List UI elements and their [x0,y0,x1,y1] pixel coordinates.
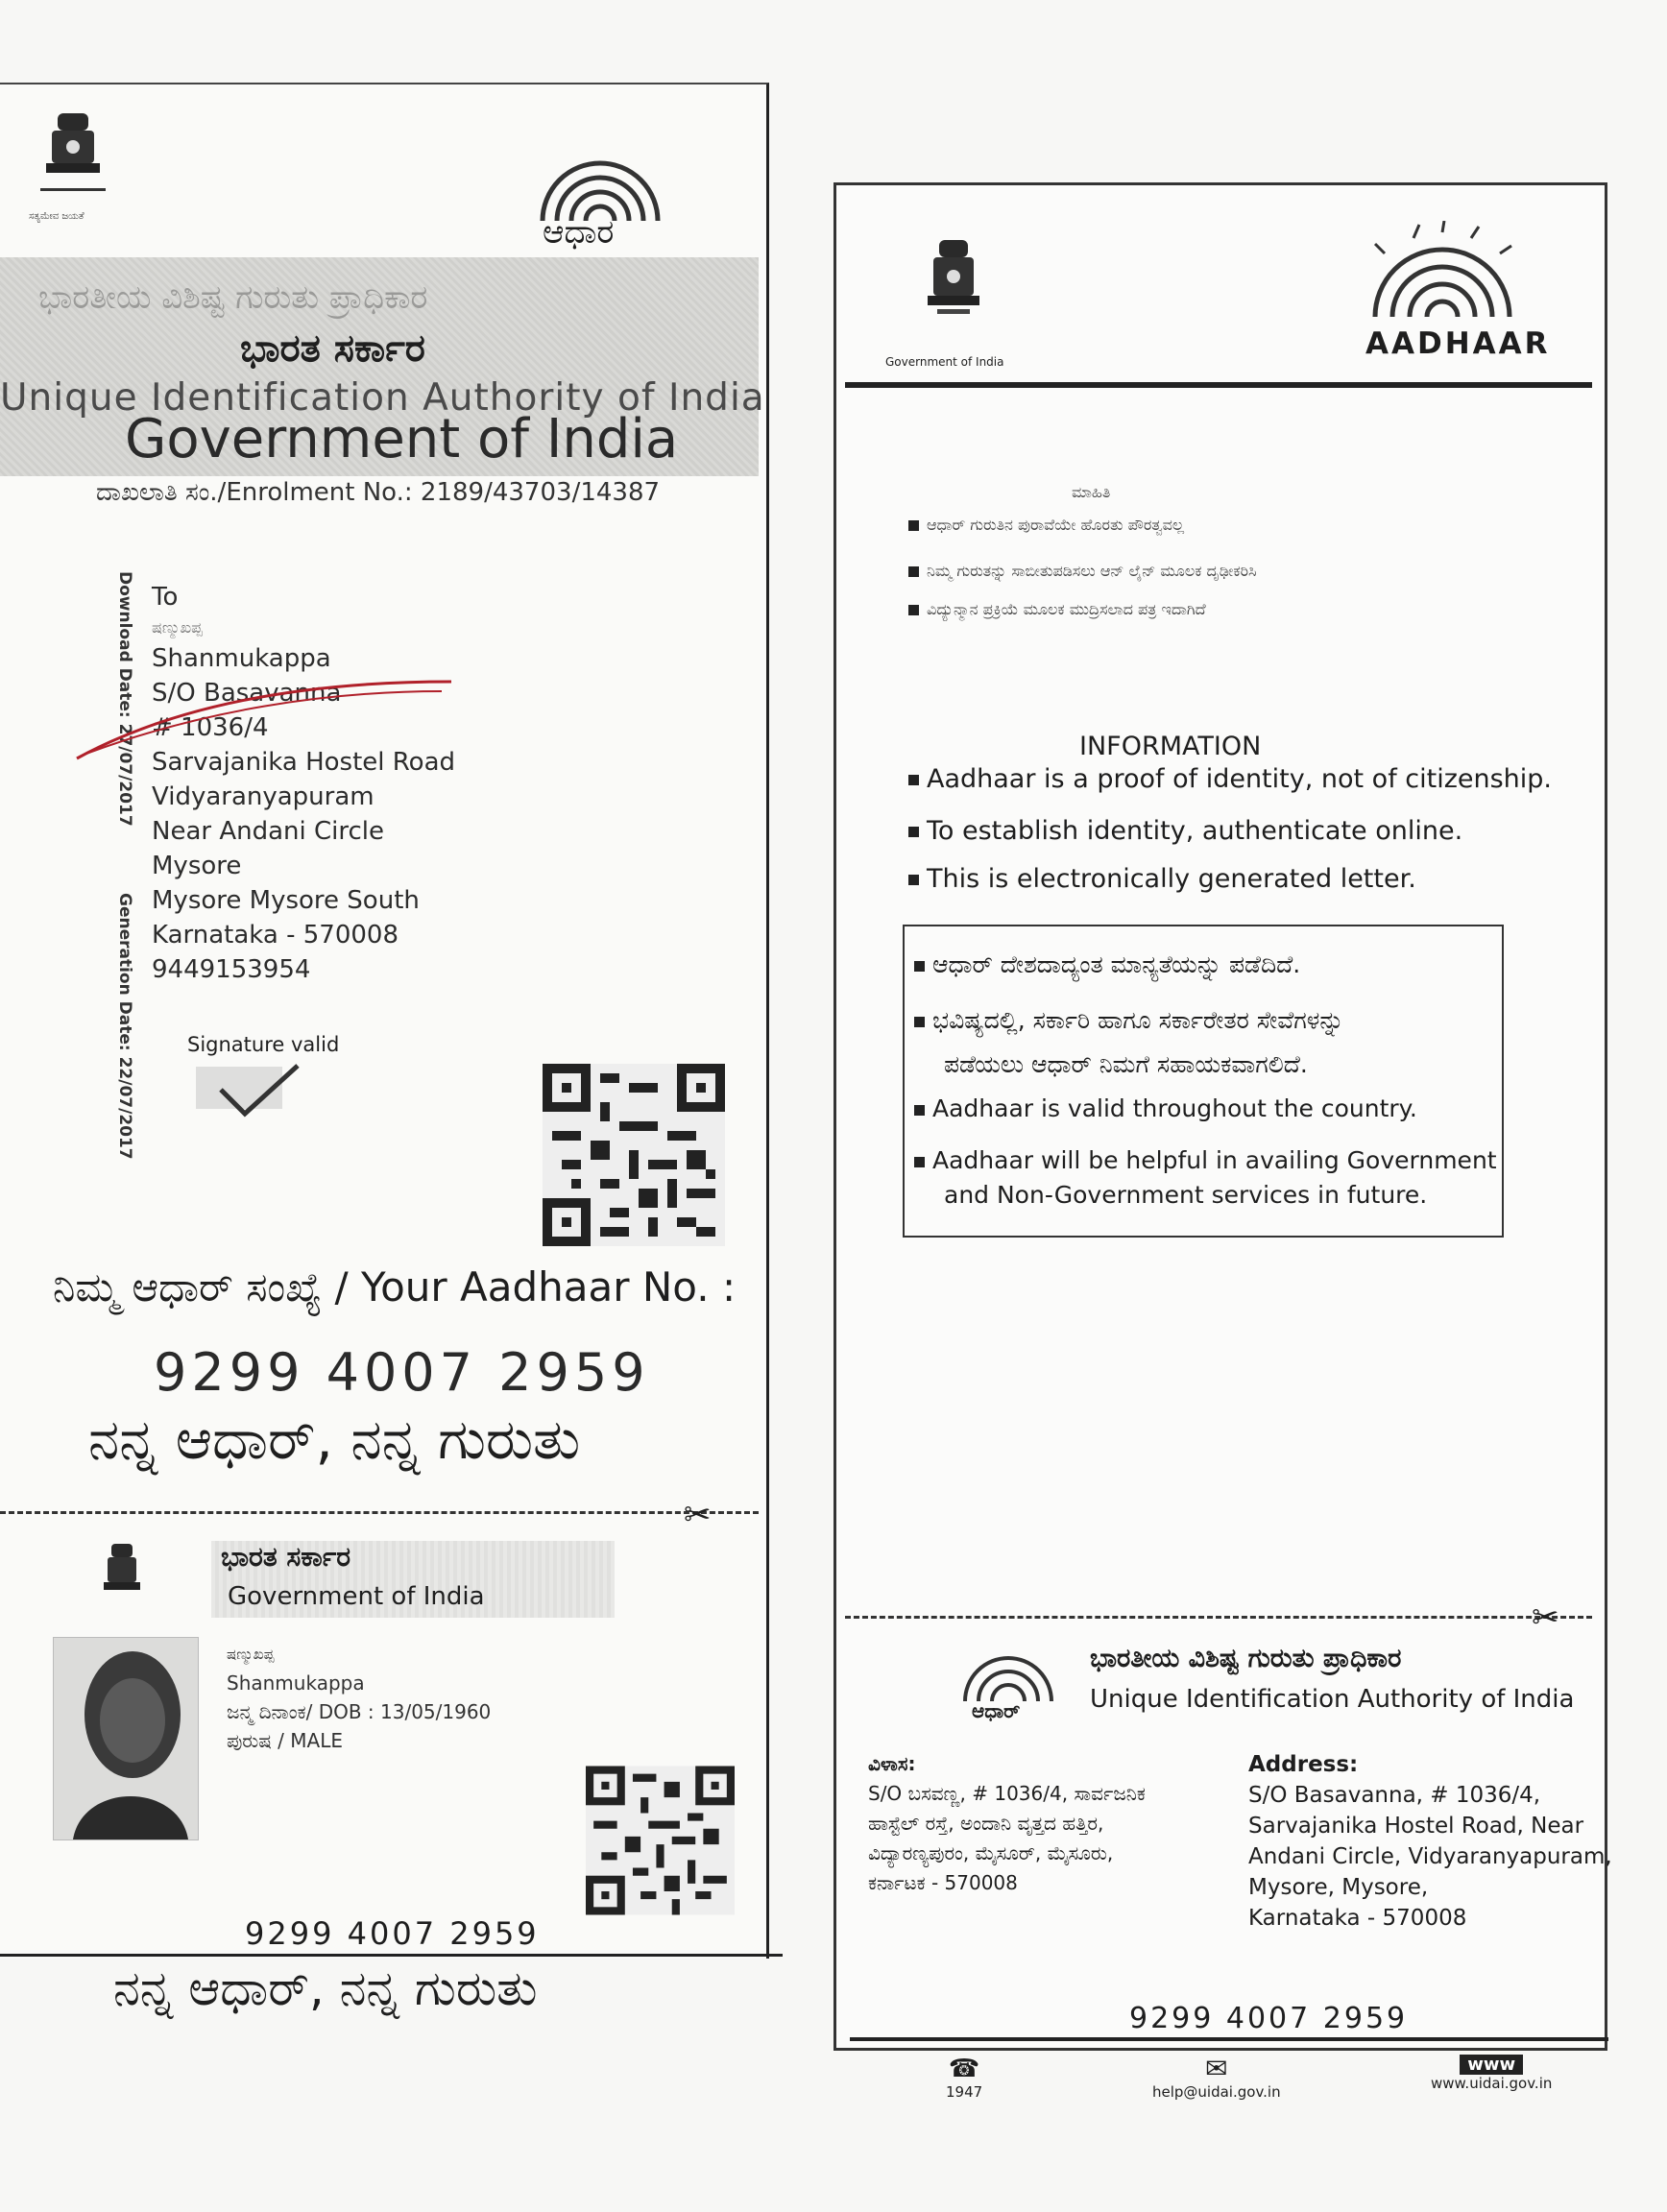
card-emblem-icon [98,1538,146,1615]
box-item: Aadhaar is valid throughout the country. [914,1094,1417,1122]
address-line: # 1036/4 [152,713,269,742]
address-en-block [1248,1749,1612,1934]
address-line: Near Andani Circle [152,817,385,846]
address-en-line: Andani Circle, Vidyaranyapuram, [1248,1844,1612,1869]
header-kn-faded: ಭಾರತೀಯ ವಿಶಿಷ್ಟ ಗುರುತು ಪ್ರಾಧಿಕಾರ [38,278,428,317]
kn-info-item: ನಿಮ್ಮ ಗುರುತನ್ನು ಸಾಬೀತುಪಡಿಸಲು ಆನ್ ಲೈನ್ ಮೂಲಕ ದೃಢೀಕರಿಸಿ [908,562,1257,581]
your-aadhaar-label: ನಿಮ್ಮ ಆಧಾರ್ ಸಂಖ್ಯೆ / Your Aadhaar No. : [53,1263,737,1310]
download-date: Download Date: 27/07/2017 [115,571,134,827]
bullet-icon [908,875,919,885]
address-block [152,580,455,987]
address-en-line: S/O Basavanna, # 1036/4, [1248,1783,1541,1808]
card-tagline: ನನ್ನ ಆಧಾರ್, ನನ್ನ ಗುರುತು [113,1960,538,2016]
address-line: Mysore [152,852,242,880]
address-line: To [152,583,179,612]
phone-icon: ☎ [948,2055,980,2083]
address-line: Shanmukappa [152,644,331,673]
www-icon: www [1460,2055,1523,2075]
aadhaar-logo-text: ಆಧಾರ [543,213,615,252]
card-dob: ಜನ್ಮ ದಿನಾಂಕ/ DOB : 13/05/1960 [227,1700,492,1723]
address-en-line: Mysore, Mysore, [1248,1875,1429,1900]
authority-kn: ಭಾರತೀಯ ವಿಶಿಷ್ಟ ಗುರುತು ಪ್ರಾಧಿಕಾರ [1090,1644,1402,1673]
address-kn-label: ವಿಳಾಸ: [868,1752,916,1775]
box-item-continued: and Non-Government services in future. [944,1181,1428,1209]
card-bottom-line [0,1954,783,1957]
right-cut-line [845,1616,1592,1619]
right-gov-label: Government of India [885,355,1004,369]
bullet-icon [914,1017,925,1027]
signature-check-icon [192,1061,336,1120]
address-line: Sarvajanika Hostel Road [152,748,456,777]
bullet-icon [908,520,919,531]
address-line: Vidyaranyapuram [152,782,374,811]
info-item: To establish identity, authenticate online. [908,816,1462,846]
right-emblem-icon [920,232,987,348]
footer-web-url: www.uidai.gov.in [1431,2075,1553,2092]
address-kn-line: ವಿದ್ಯಾರಣ್ಯಪುರಂ, ಮೈಸೂರ್, ಮೈಸೂರು, [868,1841,1114,1864]
right-scissors-icon: ✂ [1532,1599,1559,1637]
right-footer-line [850,2037,1608,2041]
address-en-line: Sarvajanika Hostel Road, Near [1248,1814,1584,1839]
right-aadhaar-logo-icon [1356,221,1529,330]
card-gender: ಪುರುಷ / MALE [227,1729,343,1752]
card-government-of-india: Government of India [228,1582,485,1611]
kn-info-item: ವಿದ್ಯುನ್ಮಾನ ಪ್ರಕ್ರಿಯೆ ಮೂಲಕ ಮುದ್ರಿಸಲಾದ ಪತ್ರ ಇದಾಗಿದೆ [908,600,1206,619]
footer-phone-number: 1947 [946,2083,983,2101]
address-line: Karnataka - 570008 [152,921,399,950]
gov-kn-title: ಭಾರತ ಸರ್ಕಾರ [240,326,425,371]
uidai-line: Unique Identification Authority of India [0,376,765,420]
national-emblem-icon [36,104,109,209]
qr-code-icon [543,1064,725,1246]
card-aadhaar-number: 9299 4007 2959 [245,1915,540,1952]
bullet-icon [914,961,925,972]
address-line: 9449153954 [152,955,311,984]
information-title: INFORMATION [1079,732,1262,761]
right-aadhaar-number: 9299 4007 2959 [1129,2002,1409,2035]
right-aadhaar-logo-text: AADHAAR [1365,326,1551,361]
aadhaar-number: 9299 4007 2959 [154,1342,650,1403]
envelope-icon: ✉ [1205,2053,1228,2084]
kn-info-title: ಮಾಹಿತಿ [1072,483,1111,501]
kn-info-item: ಆಧಾರ್ ಗುರುತಿನ ಪುರಾವೆಯೇ ಹೊರತು ಪೌರತ್ವವಲ್ಲ [908,516,1184,535]
card-gov-kn: ಭಾರತ ಸರ್ಕಾರ [221,1541,351,1573]
cut-line [0,1511,759,1514]
pen-strike-mark [67,662,471,772]
bullet-icon [908,605,919,615]
bullet-icon [908,775,919,785]
box-item: ಆಧಾರ್ ದೇಶದಾದ್ಯಂತ ಮಾನ್ಯತೆಯನ್ನು ಪಡೆದಿದೆ. [914,950,1300,979]
address-line: Mysore Mysore South [152,886,420,915]
emblem-caption: ಸತ್ಯಮೇವ ಜಯತೆ [29,211,85,222]
generation-date: Generation Date: 22/07/2017 [115,893,134,1160]
bullet-icon [914,1157,925,1167]
address-kn-block [868,1749,1146,1898]
info-item: Aadhaar is a proof of identity, not of citizenship. [908,764,1552,794]
right-header-line [845,382,1592,388]
holder-photo [53,1637,199,1840]
card-name-en: Shanmukappa [227,1671,365,1695]
card-fields [227,1640,491,1755]
bullet-icon [914,1105,925,1116]
enrolment-number: ದಾಖಲಾತಿ ಸಂ./Enrolment No.: 2189/43703/14387 [96,478,661,507]
card-qr-code-icon [586,1765,735,1916]
address-line: ಷಣ್ಮುಖಪ್ಪ [152,618,203,637]
government-of-india-title: Government of India [125,408,679,470]
info-item: This is electronically generated letter. [908,864,1416,894]
footer-web [1431,2055,1552,2092]
address-kn-line: ಹಾಸ್ಟೆಲ್ ರಸ್ತೆ, ಅಂದಾನಿ ವೃತ್ತದ ಹತ್ತಿರ, [868,1812,1104,1835]
footer-phone [946,2055,982,2101]
box-item: ಭವಿಷ್ಯದಲ್ಲಿ, ಸರ್ಕಾರಿ ಹಾಗೂ ಸರ್ಕಾರೇತರ ಸೇವೆಗಳನ್ನು [914,1006,1344,1035]
address-kn-line: ಕರ್ನಾಟಕ - 570008 [868,1871,1018,1894]
bullet-icon [908,566,919,577]
footer-help [1152,2055,1281,2101]
address-en-line: Karnataka - 570008 [1248,1906,1467,1931]
right-aadhaar-kn-logo: ಆಧಾರ್ [972,1699,1021,1722]
tagline: ನನ್ನ ಆಧಾರ್, ನನ್ನ ಗುರುತು [88,1407,581,1472]
card-name-kn: ಷಣ್ಮುಖಪ್ಪ [227,1646,275,1663]
authority-en: Unique Identification Authority of India [1090,1685,1575,1714]
bullet-icon [908,827,919,837]
address-line: S/O Basavanna [152,679,342,708]
scissors-icon: ✂ [684,1496,712,1534]
box-item-continued: ಪಡೆಯಲು ಆಧಾರ್ ನಿಮಗೆ ಸಹಾಯಕವಾಗಲಿದೆ. [944,1050,1308,1078]
address-en-label: Address: [1248,1752,1359,1777]
address-kn-line: S/O ಬಸವಣ್ಣ, # 1036/4, ಸಾರ್ವಜನಿಕ [868,1782,1146,1805]
footer-help-email: help@uidai.gov.in [1152,2083,1281,2101]
box-item: Aadhaar will be helpful in availing Government [914,1146,1497,1174]
signature-label: Signature valid [187,1033,340,1056]
